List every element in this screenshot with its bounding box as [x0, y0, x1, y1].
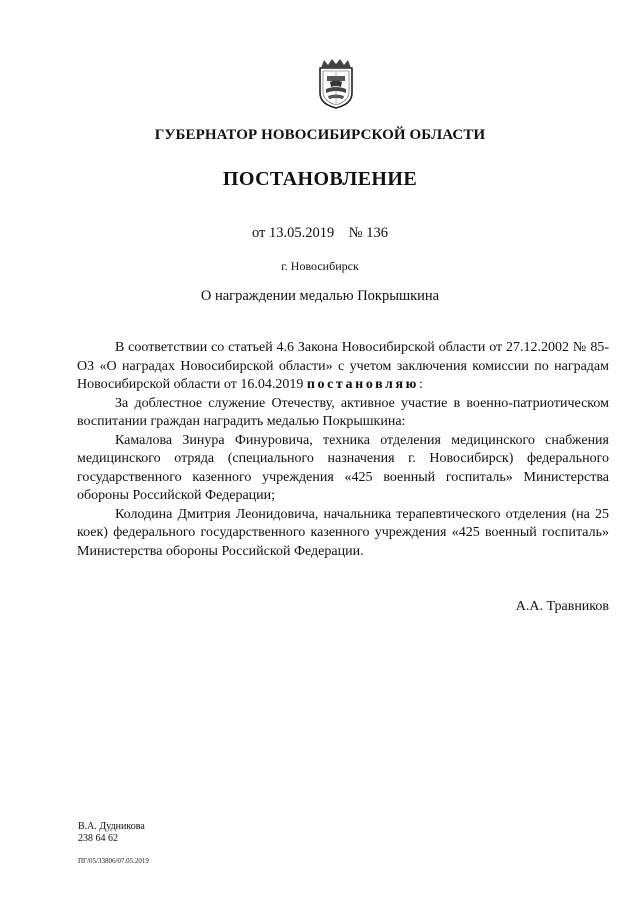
document-body — [77, 339, 609, 561]
signatory-name: А.А. Травников — [515, 599, 609, 614]
executor-name: В.А. Дудникова — [78, 821, 145, 832]
body-paragraph-1 — [77, 339, 609, 395]
document-reference: ПГ/05/33806/07.05.2019 — [78, 857, 149, 865]
body-paragraph-4: Колодина Дмитрия Леонидовича, начальника терапевтического отделения (на 25 коек) федерального государственного казенного учреждения «425 военный госпиталь» Министерства обороны Российской Федерации. — [77, 506, 609, 559]
document-date-number — [0, 225, 640, 242]
body-paragraph-2: За доблестное служение Отечеству, активное участие в военно-патриотическом воспитании граждан наградить медалью Покрышкина: — [77, 395, 609, 429]
decree-colon: : — [418, 377, 423, 392]
decree-word: постановляю — [306, 377, 419, 392]
coat-of-arms-icon — [318, 57, 354, 109]
document-number: 136 — [366, 225, 388, 241]
authority-title: ГУБЕРНАТОР НОВОСИБИРСКОЙ ОБЛАСТИ — [154, 127, 486, 143]
document-type: ПОСТАНОВЛЕНИЕ — [222, 168, 418, 190]
executor-block — [78, 821, 145, 845]
legal-basis-text: В соответствии со статьей 4.6 Закона Новосибирской области от 27.12.2002 № 85-ОЗ «О наградах Новосибирской области» с учетом заключения комиссии по наградам Новосибирской области от 16.04.2019 — [77, 340, 609, 392]
document-city: г. Новосибирск — [281, 259, 359, 273]
document-date: 13.05.2019 — [269, 225, 335, 241]
number-prefix: № — [348, 225, 363, 241]
date-prefix: от — [252, 225, 266, 241]
executor-phone: 238 64 62 — [78, 833, 118, 844]
document-subject: О награждении медалью Покрышкина — [200, 288, 440, 304]
body-paragraph-3: Камалова Зинура Финуровича, техника отделения медицинского снабжения медицинского отряда (специального назначения г. Новосибирск) федерального государственного казенного учреждения «425 военный госпиталь» Министерства обороны Российской Федерации; — [77, 432, 609, 503]
